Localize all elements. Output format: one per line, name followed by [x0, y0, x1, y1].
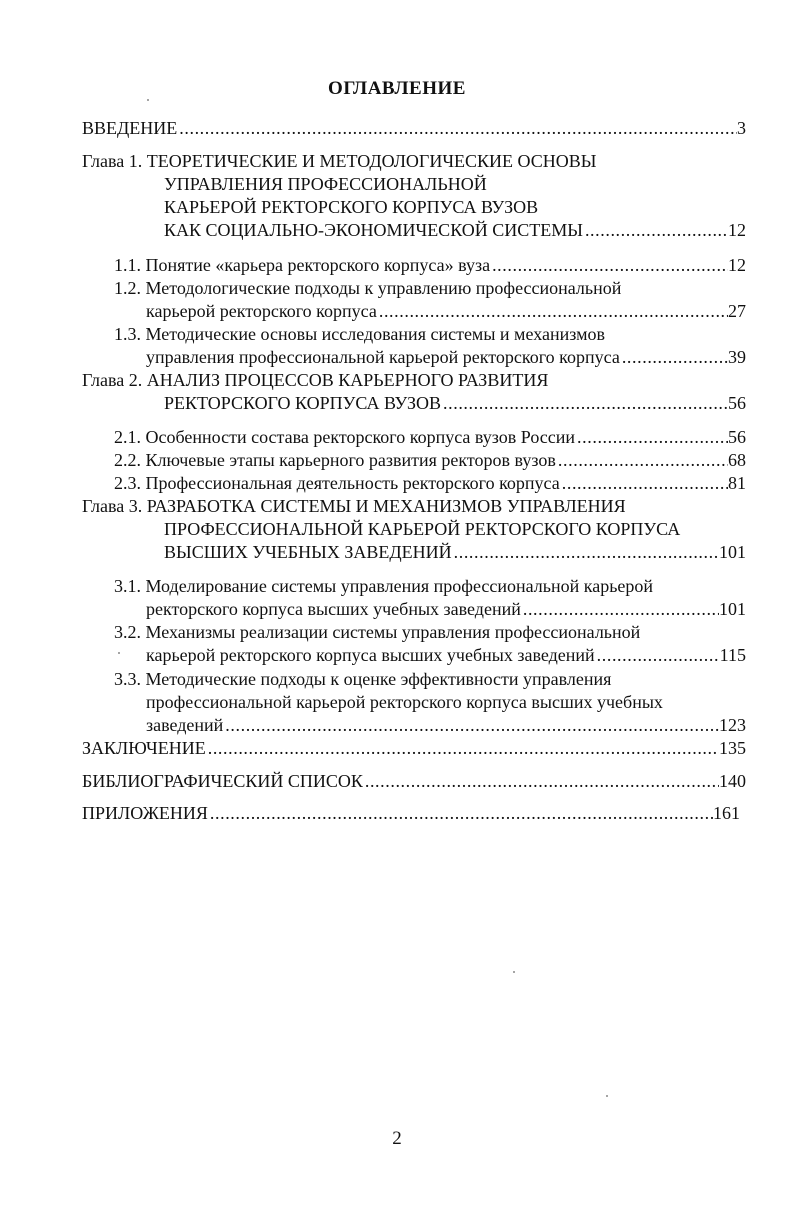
toc-page-number: 161 [713, 803, 740, 823]
page-title: ОГЛАВЛЕНИЕ [328, 78, 466, 99]
toc-section-3-3-line-2: профессиональной карьерой ректорского корпуса высших учебных [146, 692, 663, 712]
toc-entry-section-2-1 [114, 426, 746, 449]
toc-page-number: 115 [719, 645, 746, 665]
toc-chapter-2-line-1: Глава 2. АНАЛИЗ ПРОЦЕССОВ КАРЬЕРНОГО РАЗВИТИЯ [82, 370, 549, 390]
toc-leader-dots [595, 644, 720, 667]
toc-page-number: 101 [719, 542, 746, 562]
toc-page-number: 140 [719, 771, 746, 791]
toc-entry-text: карьерой ректорского корпуса [146, 301, 377, 321]
toc-entry-text: КАК СОЦИАЛЬНО-ЭКОНОМИЧЕСКОЙ СИСТЕМЫ [164, 220, 583, 240]
toc-entry-section-2-2 [114, 449, 746, 472]
toc-chapter-3-line-1: Глава 3. РАЗРАБОТКА СИСТЕМЫ И МЕХАНИЗМОВ УПРАВЛЕНИЯ [82, 496, 626, 516]
toc-chapter-1-line-2: УПРАВЛЕНИЯ ПРОФЕССИОНАЛЬНОЙ [164, 174, 487, 194]
toc-leader-dots [620, 346, 728, 369]
toc-entry-text: карьерой ректорского корпуса высших учебных заведений [146, 645, 595, 665]
toc-entry-text: ВВЕДЕНИЕ [82, 118, 178, 138]
toc-entry-text: ПРИЛОЖЕНИЯ [82, 803, 208, 823]
toc-entry-chapter-3 [164, 541, 746, 564]
toc-section-3-3-line-1: 3.3. Методические подходы к оценке эффективности управления [114, 669, 612, 689]
toc-leader-dots [521, 598, 719, 621]
toc-entry-text: ЗАКЛЮЧЕНИЕ [82, 738, 206, 758]
toc-leader-dots [363, 770, 719, 793]
toc-section-3-2-line-1: 3.2. Механизмы реализации системы управления профессиональной [114, 622, 641, 642]
toc-entry-text: 2.3. Профессиональная деятельность ректорского корпуса [114, 473, 560, 493]
toc-leader-dots [208, 802, 713, 825]
toc-page-number: 12 [728, 220, 746, 240]
toc-entry-text: ректорского корпуса высших учебных заведений [146, 599, 521, 619]
toc-chapter-3-line-2: ПРОФЕССИОНАЛЬНОЙ КАРЬЕРОЙ РЕКТОРСКОГО КОРПУСА [164, 519, 681, 539]
toc-entry-section-3-2 [146, 644, 746, 667]
toc-entry-text: 2.1. Особенности состава ректорского корпуса вузов России [114, 427, 576, 447]
toc-leader-dots [556, 449, 728, 472]
toc-entry-section-1-1 [114, 254, 746, 277]
toc-entry-text: 2.2. Ключевые этапы карьерного развития ректоров вузов [114, 450, 556, 470]
toc-entry-section-3-1 [146, 598, 746, 621]
toc-entry-section-1-3 [146, 346, 746, 369]
toc-entry-text: БИБЛИОГРАФИЧЕСКИЙ СПИСОК [82, 771, 363, 791]
toc-entry-chapter-2 [164, 392, 746, 415]
toc-leader-dots [177, 117, 737, 140]
toc-leader-dots [377, 300, 728, 323]
toc-entry-section-2-3 [114, 472, 746, 495]
scan-speck [513, 971, 515, 973]
toc-section-1-3-line-1: 1.3. Методические основы исследования системы и механизмов [114, 324, 605, 344]
toc-chapter-1-line-3: КАРЬЕРОЙ РЕКТОРСКОГО КОРПУСА ВУЗОВ [164, 197, 539, 217]
toc-leader-dots [583, 219, 728, 242]
toc-entry-conclusion [82, 737, 746, 760]
scan-speck [118, 652, 120, 654]
toc-entry-text: управления профессиональной карьерой ректорского корпуса [146, 347, 620, 367]
toc-page-number: 39 [728, 347, 746, 367]
toc-entry-bibliography [82, 770, 746, 793]
toc-leader-dots [452, 541, 719, 564]
toc-leader-dots [560, 472, 728, 495]
toc-entry-text: РЕКТОРСКОГО КОРПУСА ВУЗОВ [164, 393, 442, 413]
toc-entry-section-1-2 [146, 300, 746, 323]
toc-entry-text: заведений [146, 715, 224, 735]
toc-entry-section-3-3 [146, 714, 746, 737]
toc-leader-dots [490, 254, 728, 277]
toc-page-number: 81 [728, 473, 746, 493]
toc-page-number: 27 [728, 301, 746, 321]
toc-section-3-1-line-1: 3.1. Моделирование системы управления профессиональной карьерой [114, 576, 654, 596]
toc-page-number: 68 [728, 450, 746, 470]
scan-speck [147, 99, 149, 101]
toc-page-number: 56 [728, 393, 746, 413]
toc-entry-text: 1.1. Понятие «карьера ректорского корпуса» вуза [114, 255, 491, 275]
toc-page-number: 56 [728, 427, 746, 447]
toc-page-number: 12 [728, 255, 746, 275]
toc-chapter-1-line-1: Глава 1. ТЕОРЕТИЧЕСКИЕ И МЕТОДОЛОГИЧЕСКИЕ ОСНОВЫ [82, 151, 597, 171]
toc-entry-text: ВЫСШИХ УЧЕБНЫХ ЗАВЕДЕНИЙ [164, 542, 452, 562]
toc-section-1-2-line-1: 1.2. Методологические подходы к управлению профессиональной [114, 278, 622, 298]
page-number: 2 [392, 1128, 402, 1149]
scan-speck [606, 1095, 608, 1097]
toc-page-number: 135 [719, 738, 746, 758]
toc-leader-dots [206, 737, 719, 760]
toc-entry-introduction [82, 117, 746, 140]
toc-page-number: 3 [737, 118, 746, 138]
toc-leader-dots [441, 392, 728, 415]
toc-page-number: 123 [719, 715, 746, 735]
toc-page-number: 101 [719, 599, 746, 619]
toc-entry-appendix [82, 802, 740, 825]
toc-entry-chapter-1 [164, 219, 746, 242]
toc-leader-dots [575, 426, 728, 449]
toc-leader-dots [223, 714, 719, 737]
